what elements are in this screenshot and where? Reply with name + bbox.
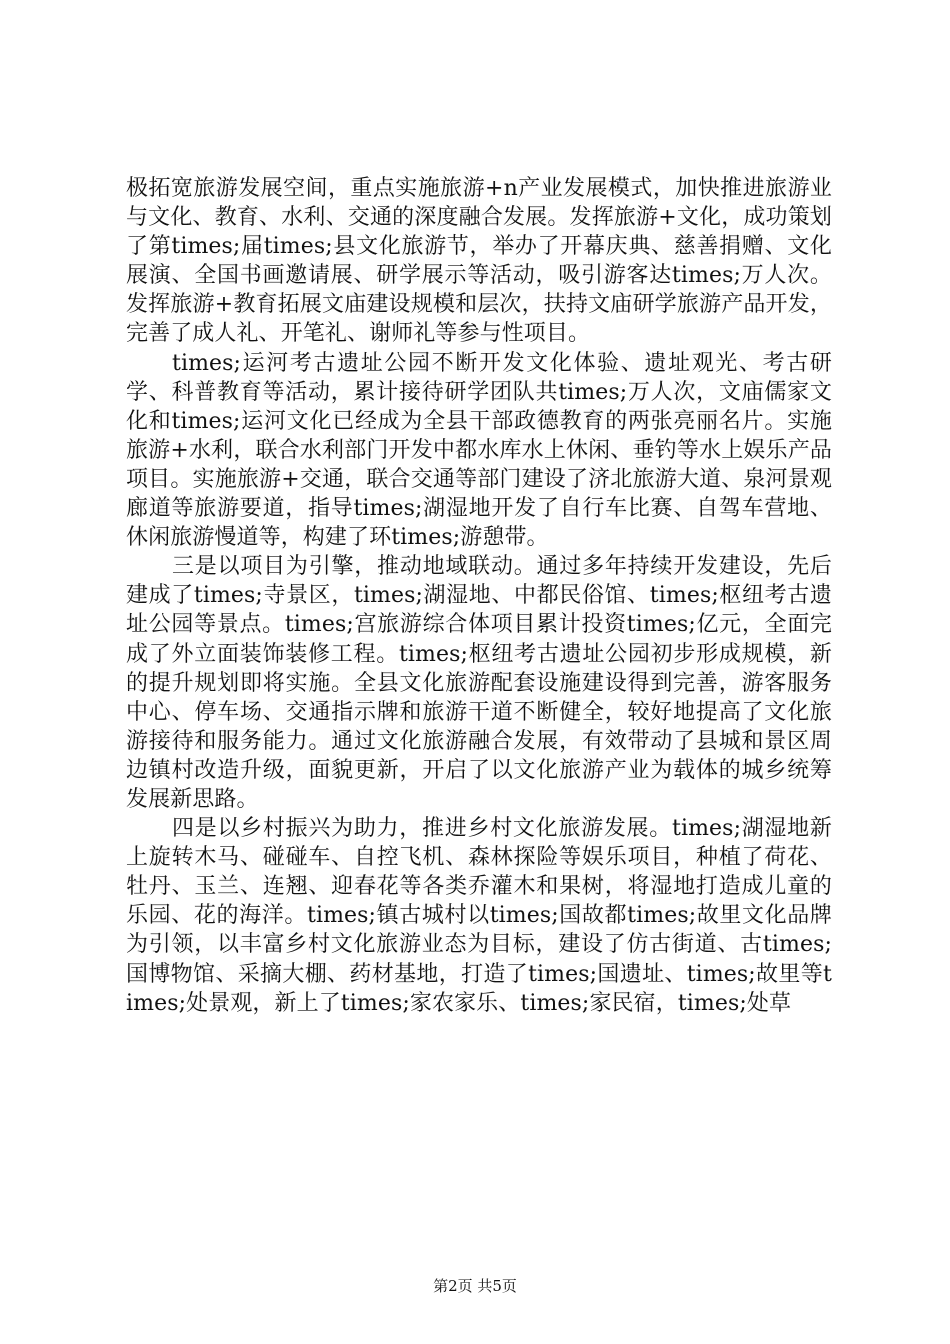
document-body xyxy=(126,174,832,1018)
paragraph-1: 极拓宽旅游发展空间，重点实施旅游+n产业发展模式，加快推进旅游业与文化、教育、水利、交通的深度融合发展。发挥旅游+文化，成功策划了第times;届times;县文化旅游节，举办了开幕庆典、慈善捐赠、文化展演、全国书画邀请展、研学展示等活动，吸引游客达times;万人次。发挥旅游+教育拓展文庙建设规模和层次，扶持文庙研学旅游产品开发，完善了成人礼、开笔礼、谢师礼等参与性项目。 xyxy=(126,176,832,347)
paragraph-2: times;运河考古遗址公园不断开发文化体验、遗址观光、考古研学、科普教育等活动，累计接待研学团队共times;万人次，文庙儒家文化和times;运河文化已经成为全县干部政德教育的两张亮丽名片。实施旅游+水利，联合水利部门开发中都水库水上休闲、垂钓等水上娱乐产品项目。实施旅游+交通，联合交通等部门建设了济北旅游大道、泉河景观廊道等旅游要道，指导times;湖湿地开发了自行车比赛、自驾车营地、休闲旅游慢道等，构建了环times;游憩带。 xyxy=(126,350,832,551)
paragraph-4: 四是以乡村振兴为助力，推进乡村文化旅游发展。times;湖湿地新上旋转木马、碰碰车、自控飞机、森林探险等娱乐项目，种植了荷花、牡丹、玉兰、连翘、迎春花等各类乔灌木和果树，将湿地打造成儿童的乐园、花的海洋。times;镇古城村以times;国故都times;故里文化品牌为引领，以丰富乡村文化旅游业态为目标，建设了仿古街道、古times;国博物馆、采摘大棚、药材基地，打造了times;国遗址、times;故里等times;处景观，新上了times;家农家乐、times;家民宿，times;处草 xyxy=(126,816,832,1016)
paragraph-3: 三是以项目为引擎，推动地域联动。通过多年持续开发建设，先后建成了times;寺景区，times;湖湿地、中都民俗馆、times;枢纽考古遗址公园等景点。times;宫旅游综合体项目累计投资times;亿元，全面完成了外立面装饰装修工程。times;枢纽考古遗址公园初步形成规模，新的提升规划即将实施。全县文化旅游配套设施建设得到完善，游客服务中心、停车场、交通指示牌和旅游干道不断健全，较好地提高了文化旅游接待和服务能力。通过文化旅游融合发展，有效带动了县城和景区周边镇村改造升级，面貌更新，开启了以文化旅游产业为载体的城乡统筹发展新思路。 xyxy=(126,554,832,812)
page-footer: 第2页 共5页 xyxy=(433,1277,517,1295)
